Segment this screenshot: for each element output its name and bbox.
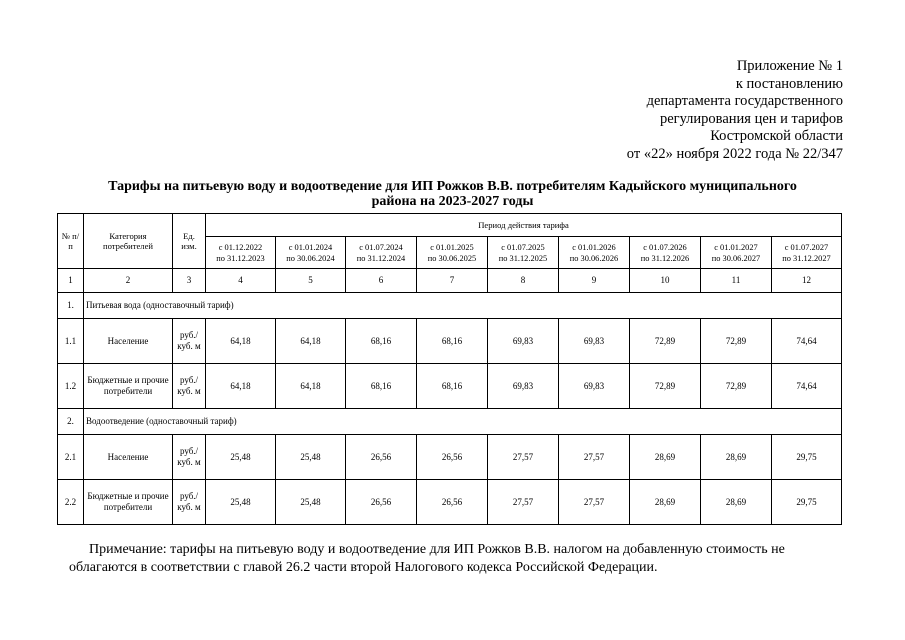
row-category: Бюджетные и прочие потребители	[84, 364, 173, 409]
appendix-line: департамента государственного	[646, 93, 843, 109]
period-to: по 31.12.2026	[640, 253, 690, 263]
tariff-value: 69,83	[559, 364, 630, 409]
row-num: 2.2	[58, 480, 84, 525]
table-row	[58, 364, 842, 409]
period-cell	[630, 237, 701, 269]
row-unit: руб./ куб. м	[173, 435, 206, 480]
tariff-value: 68,16	[346, 364, 417, 409]
period-cell	[772, 237, 842, 269]
period-from: с 01.01.2027	[714, 242, 758, 252]
appendix-line: Приложение № 1	[736, 58, 843, 74]
section-row	[58, 293, 842, 319]
tariff-value: 64,18	[206, 364, 276, 409]
column-number: 9	[559, 269, 630, 293]
period-from: с 01.07.2025	[501, 242, 545, 252]
section-num: 1.	[58, 293, 84, 319]
tariff-value: 28,69	[701, 480, 772, 525]
row-category: Население	[84, 435, 173, 480]
column-number: 11	[701, 269, 772, 293]
tariff-value: 29,75	[772, 480, 842, 525]
tariff-value: 72,89	[630, 364, 701, 409]
period-to: по 31.12.2023	[216, 253, 265, 263]
column-number: 3	[173, 269, 206, 293]
tariff-value: 64,18	[276, 319, 346, 364]
tariff-value: 25,48	[276, 435, 346, 480]
tariff-value: 25,48	[276, 480, 346, 525]
document-title	[40, 179, 865, 209]
column-number: 10	[630, 269, 701, 293]
tariff-value: 72,89	[701, 364, 772, 409]
tariff-value: 69,83	[559, 319, 630, 364]
period-from: с 01.07.2026	[643, 242, 687, 252]
row-num: 1.2	[58, 364, 84, 409]
appendix-line: к постановлению	[735, 75, 843, 92]
table-row	[58, 435, 842, 480]
period-cell	[346, 237, 417, 269]
period-to: по 30.06.2026	[569, 253, 619, 263]
period-cell	[559, 237, 630, 269]
column-number: 4	[206, 269, 276, 293]
tariff-value: 28,69	[630, 435, 701, 480]
period-from: с 01.01.2025	[430, 242, 474, 252]
period-cell	[701, 237, 772, 269]
period-from: с 01.07.2024	[359, 242, 403, 252]
tariff-value: 28,69	[630, 480, 701, 525]
period-cell	[276, 237, 346, 269]
period-to: по 31.12.2024	[356, 253, 406, 263]
period-from: с 01.07.2027	[784, 242, 829, 252]
column-number: 12	[772, 269, 842, 293]
title-line-1: Тарифы на питьевую воду и водоотведение для ИП Рожков В.В. потребителям Кадыйского муниципального	[108, 179, 797, 194]
tariff-value: 68,16	[417, 319, 488, 364]
tariff-value: 27,57	[488, 480, 559, 525]
header-unit: Ед. изм.	[173, 214, 206, 269]
header-num: № п/п	[58, 214, 84, 269]
column-number: 6	[346, 269, 417, 293]
tariff-value: 26,56	[417, 480, 488, 525]
tariff-value: 64,18	[276, 364, 346, 409]
appendix-line: Костромской области	[710, 128, 843, 144]
tariff-value: 68,16	[417, 364, 488, 409]
tariff-value: 69,83	[488, 364, 559, 409]
tariff-value: 74,64	[772, 319, 842, 364]
section-row	[58, 409, 842, 435]
tariff-value: 72,89	[701, 319, 772, 364]
section-num: 2.	[58, 409, 84, 435]
tariff-value: 26,56	[346, 480, 417, 525]
row-unit: руб./ куб. м	[173, 480, 206, 525]
appendix-header	[627, 58, 843, 163]
tariff-value: 26,56	[417, 435, 488, 480]
period-cell	[488, 237, 559, 269]
tariff-value: 69,83	[488, 319, 559, 364]
tariff-value: 64,18	[206, 319, 276, 364]
period-from: с 01.01.2024	[288, 242, 333, 252]
column-number: 1	[58, 269, 84, 293]
column-number: 7	[417, 269, 488, 293]
period-to: по 31.12.2027	[782, 253, 831, 263]
title-line-2: района на 2023-2027 годы	[371, 194, 534, 209]
appendix-line: от «22» ноября 2022 года № 22/347	[626, 145, 843, 162]
tariff-value: 28,69	[701, 435, 772, 480]
column-number: 8	[488, 269, 559, 293]
row-num: 2.1	[58, 435, 84, 480]
tariff-value: 25,48	[206, 480, 276, 525]
period-cell	[206, 237, 276, 269]
tariff-value: 74,64	[772, 364, 842, 409]
header-period: Период действия тарифа	[206, 214, 842, 237]
period-to: по 31.12.2025	[498, 253, 548, 263]
table-row	[58, 480, 842, 525]
tariffs-table	[57, 213, 842, 525]
column-number: 5	[276, 269, 346, 293]
row-num: 1.1	[58, 319, 84, 364]
tariff-value: 27,57	[559, 480, 630, 525]
tariff-value: 72,89	[630, 319, 701, 364]
tariff-value: 29,75	[772, 435, 842, 480]
row-unit: руб./ куб. м	[173, 319, 206, 364]
note: Примечание: тарифы на питьевую воду и водоотведение для ИП Рожков В.В. налогом на добавленную стоимость не облагаются в соответствии с главой 26.2 части второй Налогового кодекса Российской Федерации.	[69, 542, 785, 575]
row-unit: руб./ куб. м	[173, 364, 206, 409]
period-to: по 30.06.2024	[286, 253, 335, 263]
tariff-value: 27,57	[559, 435, 630, 480]
section-title: Питьевая вода (одноставочный тариф)	[84, 293, 842, 319]
tariff-value: 68,16	[346, 319, 417, 364]
period-cell	[417, 237, 488, 269]
tariff-value: 26,56	[346, 435, 417, 480]
column-number: 2	[84, 269, 173, 293]
row-category: Бюджетные и прочие потребители	[84, 480, 173, 525]
table-row	[58, 319, 842, 364]
tariff-value: 25,48	[206, 435, 276, 480]
tariff-value: 27,57	[488, 435, 559, 480]
period-from: с 01.12.2022	[218, 242, 263, 252]
period-to: по 30.06.2027	[711, 253, 761, 263]
header-category: Категория потребителей	[84, 214, 173, 269]
row-category: Население	[84, 319, 173, 364]
period-from: с 01.01.2026	[572, 242, 616, 252]
section-title: Водоотведение (одноставочный тариф)	[84, 409, 842, 435]
appendix-line: регулирования цен и тарифов	[659, 110, 843, 127]
period-to: по 30.06.2025	[427, 253, 477, 263]
